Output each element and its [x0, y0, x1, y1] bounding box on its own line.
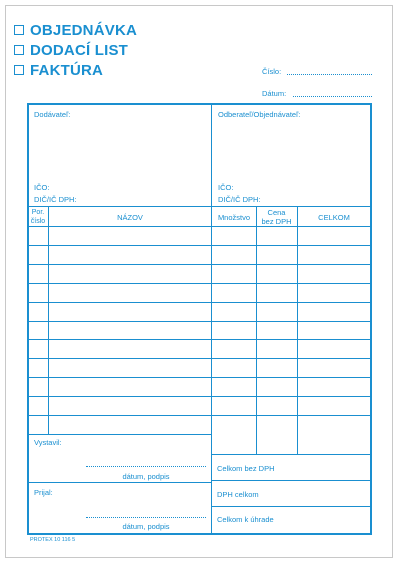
items-end-line — [28, 434, 211, 435]
table-row — [28, 321, 371, 322]
parties-divider — [211, 104, 212, 206]
supplier-ico-label: IČO: — [34, 183, 50, 192]
col-line-mnozstvo — [256, 206, 257, 454]
table-top-line — [28, 206, 371, 207]
table-row — [28, 358, 371, 359]
table-row — [28, 396, 371, 397]
issued-label: Vystavil: — [34, 438, 62, 447]
received-sign-field[interactable] — [86, 517, 206, 518]
checkbox-faktura[interactable] — [14, 65, 24, 75]
table-header-line — [28, 226, 371, 227]
checkbox-objednavka[interactable] — [14, 25, 24, 35]
col-por-line2: číslo — [30, 217, 46, 225]
issued-sign-caption: dátum, podpis — [122, 472, 170, 481]
customer-label: Odberateľ/Objednávateľ: — [218, 110, 301, 119]
number-label: Číslo: — [262, 67, 282, 76]
signature-divider — [28, 482, 211, 483]
table-row — [28, 377, 371, 378]
option-objednavka-label: OBJEDNÁVKA — [30, 22, 138, 39]
col-nazov: NÁZOV — [117, 213, 143, 222]
table-row — [28, 415, 371, 416]
col-cena-line1: Cena — [267, 208, 286, 217]
received-label: Prijal: — [34, 488, 53, 497]
sum-line-2 — [211, 506, 371, 507]
sum-no-vat-label: Celkom bez DPH — [217, 464, 275, 473]
supplier-dic-label: DIČ/IČ DPH: — [34, 195, 77, 204]
option-dodaci-list-label: DODACÍ LIST — [30, 42, 129, 59]
col-mnozstvo: Množstvo — [217, 213, 251, 222]
sum-line-1 — [211, 480, 371, 481]
number-field[interactable] — [287, 74, 372, 75]
table-row — [28, 302, 371, 303]
col-cena-line2: bez DPH — [261, 217, 292, 226]
checkbox-dodaci-list[interactable] — [14, 45, 24, 55]
customer-ico-label: IČO: — [218, 183, 234, 192]
col-cena — [256, 208, 297, 226]
to-pay-label: Celkom k úhrade — [217, 515, 274, 524]
customer-dic-label: DIČ/IČ DPH: — [218, 195, 261, 204]
option-objednavka[interactable] — [30, 22, 137, 39]
option-faktura-label: FAKTÚRA — [30, 62, 104, 79]
table-row — [28, 264, 371, 265]
customer-field[interactable] — [214, 120, 369, 180]
supplier-label: Dodávateľ: — [34, 110, 71, 119]
col-celkom: CELKOM — [318, 213, 350, 222]
col-line-cena — [297, 206, 298, 454]
date-field[interactable] — [293, 96, 372, 97]
option-dodaci-list[interactable] — [30, 42, 128, 59]
table-row — [28, 283, 371, 284]
table-row — [28, 339, 371, 340]
issued-sign-field[interactable] — [86, 466, 206, 467]
col-line-por — [48, 206, 49, 434]
received-sign-caption: dátum, podpis — [122, 522, 170, 531]
option-faktura[interactable] — [30, 62, 103, 79]
table-row — [28, 245, 371, 246]
sum-top-line — [211, 454, 371, 455]
supplier-field[interactable] — [30, 120, 208, 180]
vat-total-label: DPH celkom — [217, 490, 259, 499]
form-code: PROTEX 10 116 5 — [30, 537, 76, 543]
col-por-cislo — [29, 209, 47, 226]
col-line-nazov — [211, 206, 212, 534]
date-label: Dátum: — [262, 89, 287, 98]
col-por-line1: Por. — [31, 209, 45, 216]
